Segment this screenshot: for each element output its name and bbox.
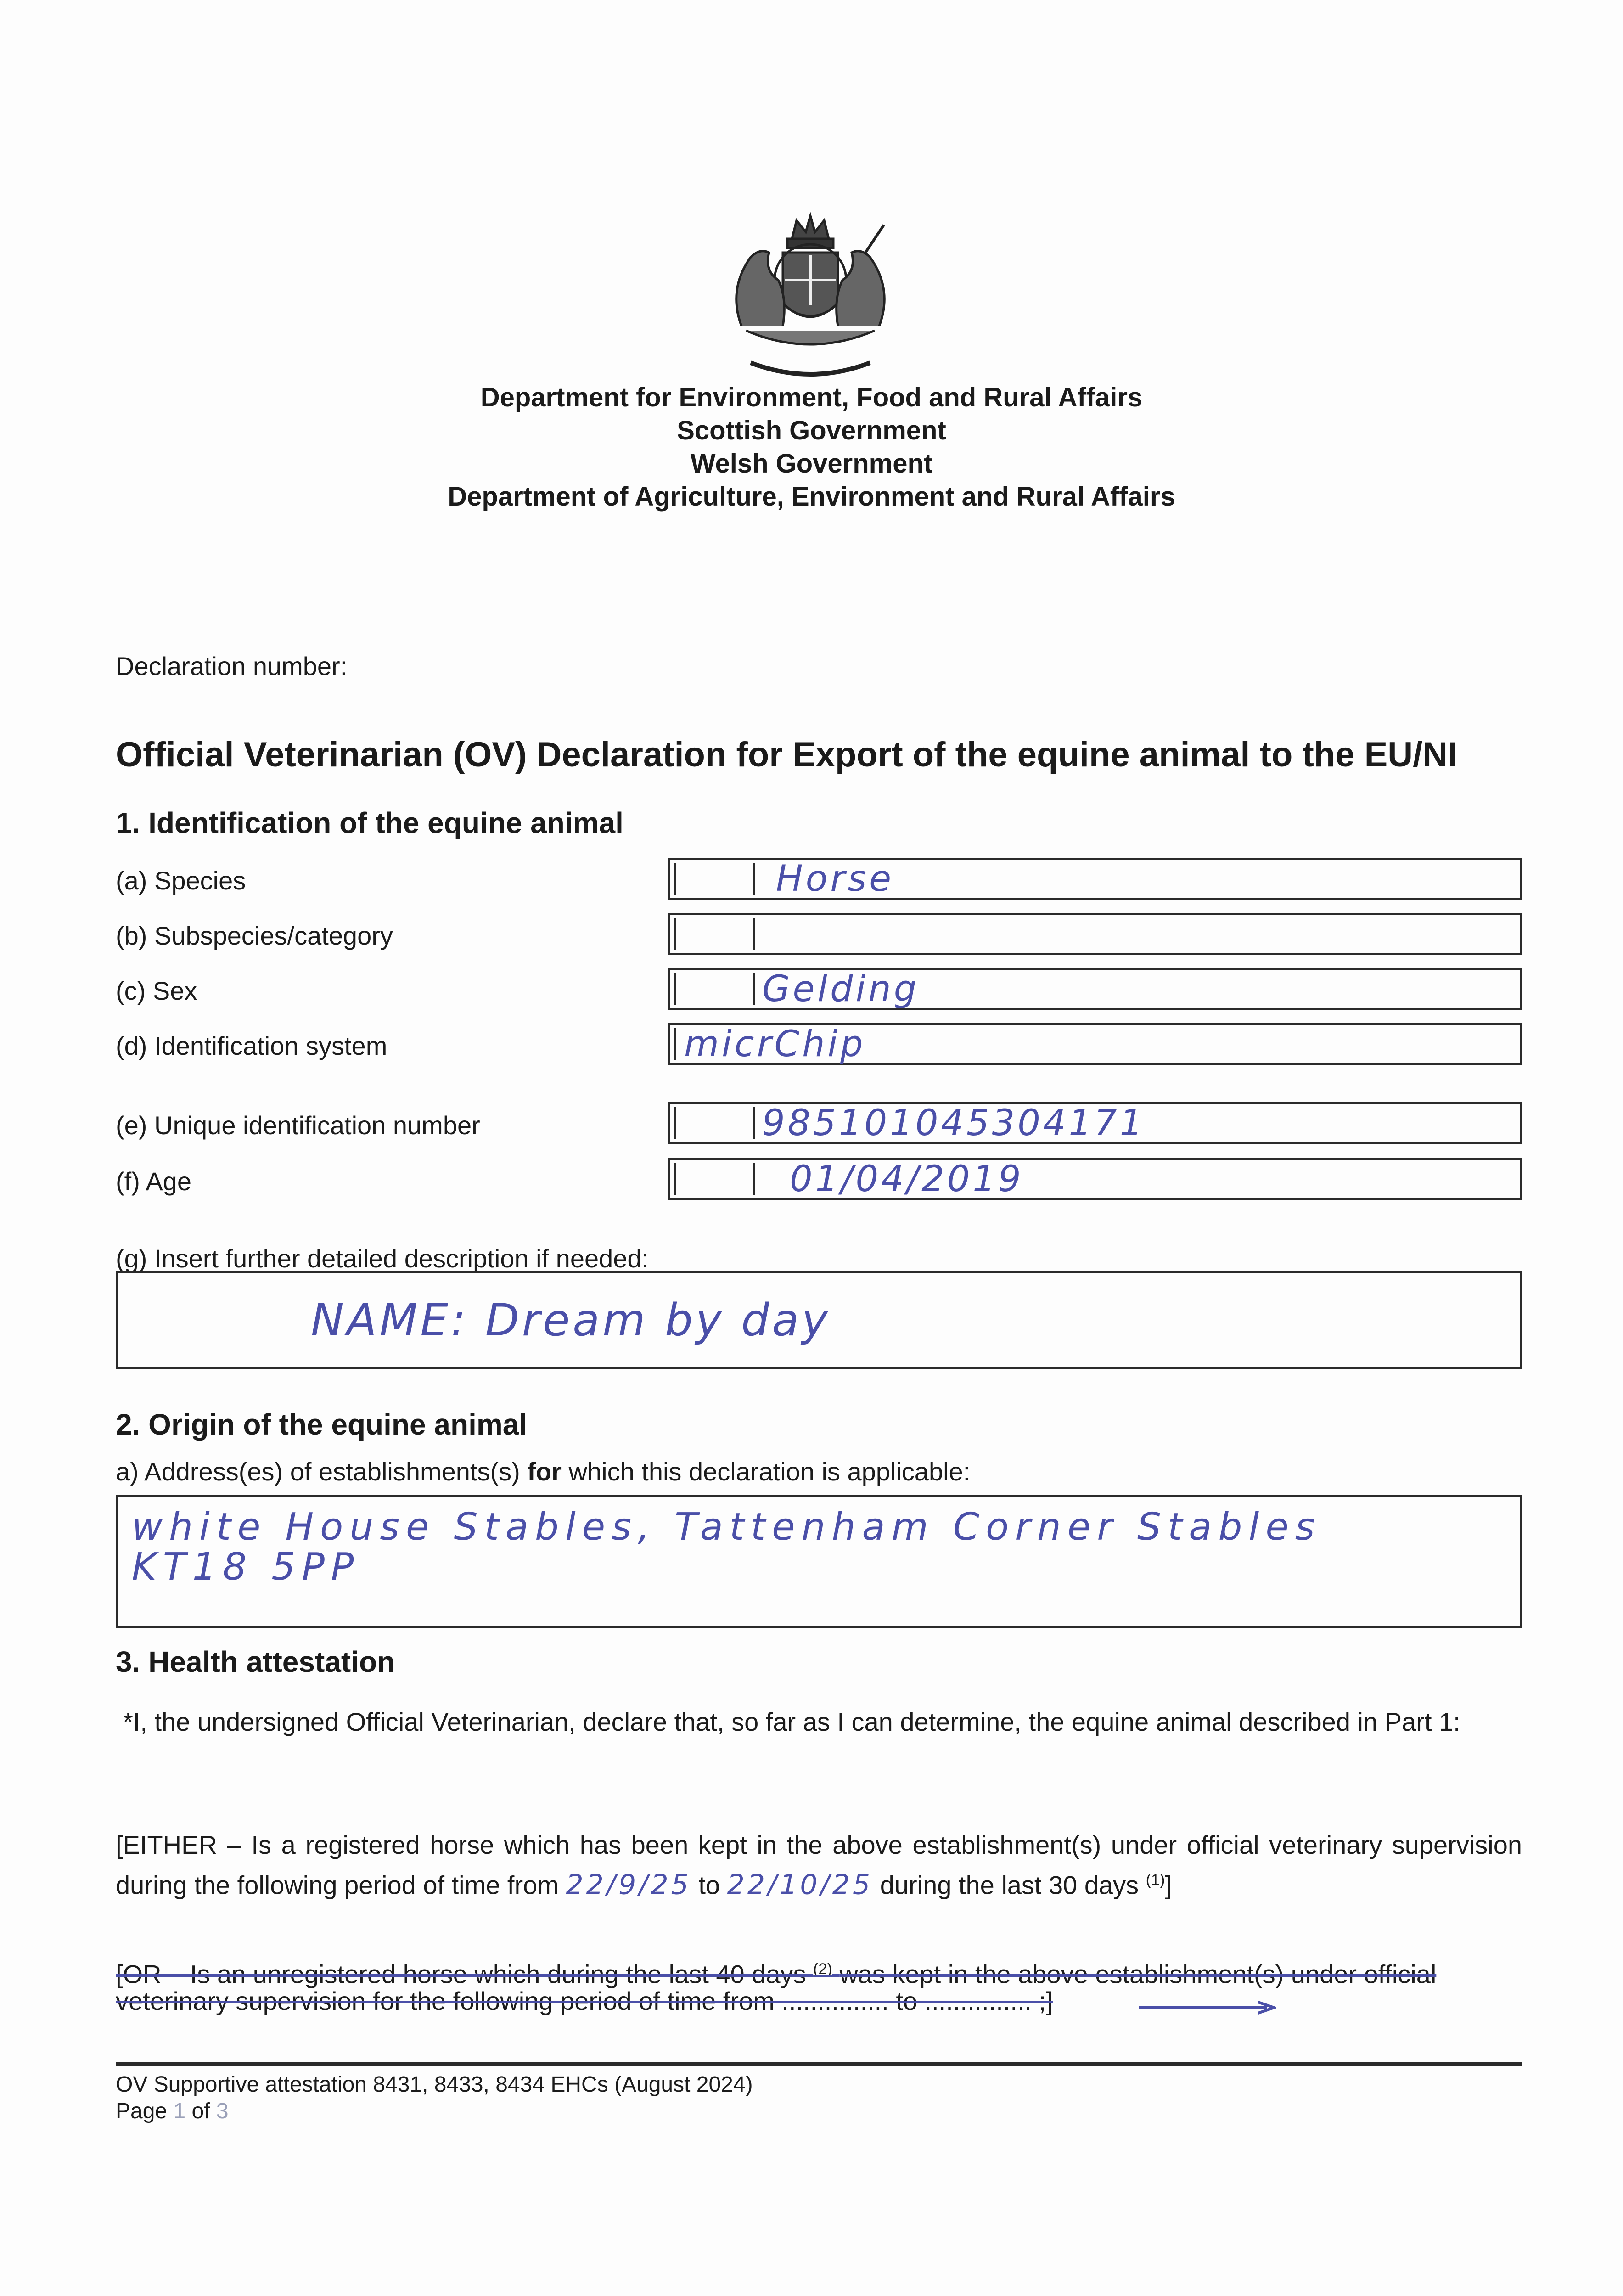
department-daera: Department of Agriculture, Environment and Rural Affairs <box>448 482 1175 512</box>
age-value: 01/04/2019 <box>790 1159 1024 1200</box>
description-field[interactable] <box>116 1271 1522 1369</box>
address-label: a) Address(es) of establishments(s) for which this declaration is applicable: <box>116 1457 971 1486</box>
or-clause-line-2: veterinary supervision for the following period of time from ............... to ............... ;] <box>116 1986 1053 2015</box>
identification-system-label: (d) Identification system <box>116 1031 387 1060</box>
subspecies-label: (b) Subspecies/category <box>116 921 393 950</box>
sex-label: (c) Sex <box>116 976 197 1005</box>
either-from-date: 22/9/25 <box>566 1868 691 1901</box>
strike-arrow-mark <box>1139 1993 1276 2020</box>
health-attestation-intro: *I, the undersigned Official Veterinarian, declare that, so far as I can determine, the equine animal described in Part 1: <box>123 1707 1460 1736</box>
description-value: NAME: Dream by day <box>311 1294 831 1346</box>
identification-system-value: micrChip <box>684 1024 866 1065</box>
unique-id-value: 985101045304171 <box>762 1103 1146 1144</box>
royal-coat-of-arms-logo <box>714 211 907 386</box>
address-field[interactable] <box>116 1495 1522 1628</box>
or-clause-line-1: [OR – Is an unregistered horse which during the last 40 days $^{(2)}$ was kept in the above establishment(s) under official <box>116 1959 1437 1989</box>
address-line-2: KT18 5PP <box>132 1545 360 1589</box>
footer-divider <box>116 2062 1522 2066</box>
department-defra: Department for Environment, Food and Rural Affairs <box>480 383 1143 412</box>
age-label: (f) Age <box>116 1167 191 1196</box>
either-clause: [EITHER – Is a registered horse which has been kept in the above establishment(s) under official veterinary supervision during the following period of time from 22/9/25 to 22/10/25 during the last 30 days $^{(1)}$] <box>116 1830 1522 1901</box>
sex-field[interactable] <box>668 968 1522 1010</box>
unique-id-label: (e) Unique identification number <box>116 1111 480 1140</box>
page-title: Official Veterinarian (OV) Declaration for Export of the equine animal to the EU/NI <box>116 735 1458 774</box>
either-to-date: 22/10/25 <box>727 1868 873 1901</box>
species-value: Horse <box>776 858 894 900</box>
department-scottish-gov: Scottish Government <box>677 416 946 445</box>
description-label: (g) Insert further detailed description if needed: <box>116 1244 649 1273</box>
section3-heading: 3. Health attestation <box>116 1645 395 1678</box>
department-welsh-gov: Welsh Government <box>690 449 933 478</box>
section2-heading: 2. Origin of the equine animal <box>116 1408 528 1441</box>
age-field[interactable] <box>668 1158 1522 1200</box>
section1-heading: 1. Identification of the equine animal <box>116 806 623 839</box>
footer-reference: OV Supportive attestation 8431, 8433, 8434 EHCs (August 2024) <box>116 2072 753 2097</box>
address-line-1: white House Stables, Tattenham Corner Stables <box>132 1505 1321 1549</box>
page-number: Page 1 of 3 <box>116 2099 229 2123</box>
species-field[interactable] <box>668 858 1522 900</box>
sex-value: Gelding <box>762 968 920 1010</box>
species-label: (a) Species <box>116 866 246 895</box>
unique-id-field[interactable] <box>668 1102 1522 1144</box>
identification-system-field[interactable] <box>668 1023 1522 1065</box>
subspecies-field[interactable] <box>668 913 1522 955</box>
declaration-number-label: Declaration number: <box>116 652 348 681</box>
